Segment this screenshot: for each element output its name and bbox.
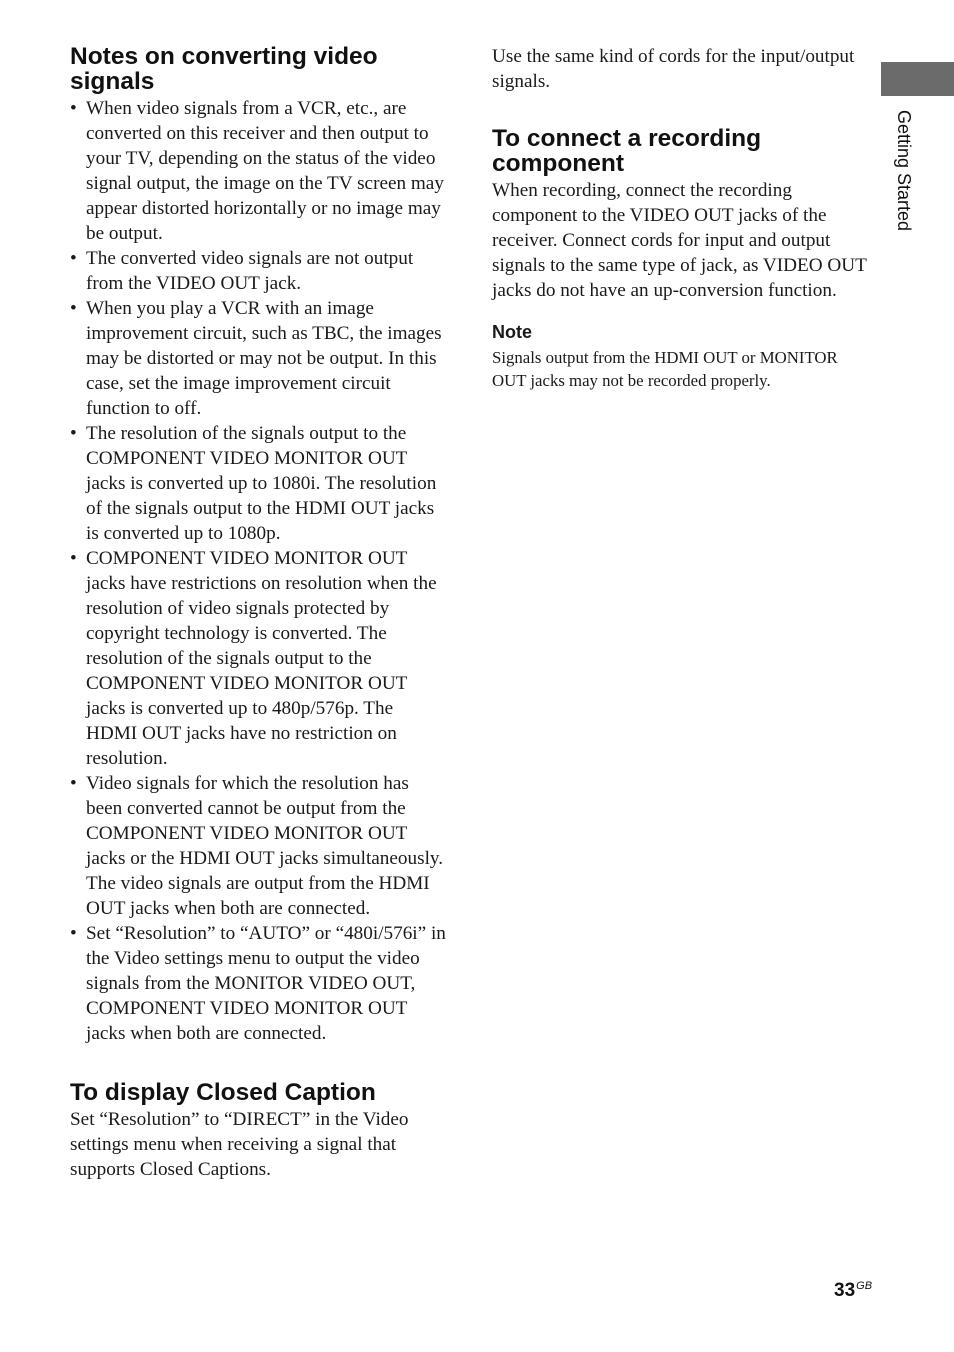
bullet-icon: • — [70, 548, 77, 569]
bullet-icon: • — [70, 923, 77, 944]
note-text: Signals output from the HDMI OUT or MONITOR OUT jacks may not be recorded properly. — [492, 348, 838, 390]
intro-text: Use the same kind of cords for the input/output signals. — [492, 46, 855, 92]
list-item: • When video signals from a VCR, etc., are converted on this receiver and then output to your TV, depending on the status of the video signal output, the image on the TV screen may appear distorted horizontally or no image may be output. — [70, 98, 444, 244]
left-column — [70, 44, 448, 1182]
section-heading-closed-caption: To display Closed Caption — [70, 1079, 376, 1106]
recording-component-text: When recording, connect the recording component to the VIDEO OUT jacks of the receiver. Connect cords for input and output signals to the same type of jack, as VIDEO OUT jacks do not have an up-conversion function. — [492, 180, 867, 301]
bullet-icon: • — [70, 773, 77, 794]
list-item: • Video signals for which the resolution has been converted cannot be output from the COMPONENT VIDEO MONITOR OUT jacks or the HDMI OUT jacks simultaneously. The video signals are output from the HDMI OUT jacks when both are connected. — [70, 773, 444, 919]
note-heading: Note — [492, 322, 532, 342]
notes-list — [70, 96, 448, 1046]
list-item: • The resolution of the signals output to the COMPONENT VIDEO MONITOR OUT jacks is converted up to 1080i. The resolution of the signals output to the HDMI OUT jacks is converted up to 1080p. — [70, 423, 437, 544]
list-item: • Set “Resolution” to “AUTO” or “480i/576i” in the Video settings menu to output the video signals from the MONITOR VIDEO OUT, COMPONENT VIDEO MONITOR OUT jacks when both are connected. — [70, 923, 446, 1044]
right-column — [492, 44, 870, 392]
list-item: • COMPONENT VIDEO MONITOR OUT jacks have restrictions on resolution when the resolution of video signals protected by copyright technology is converted. The resolution of the signals output to the COMPONENT VIDEO MONITOR OUT jacks is converted up to 480p/576p. The HDMI OUT jacks have no restriction on resolution. — [70, 548, 437, 769]
bullet-icon: • — [70, 98, 77, 119]
closed-caption-text: Set “Resolution” to “DIRECT” in the Video settings menu when receiving a signal that supports Closed Captions. — [70, 1109, 409, 1180]
bullet-icon: • — [70, 423, 77, 444]
section-heading-recording-component: To connect a recording component — [492, 125, 762, 177]
bullet-icon: • — [70, 248, 77, 269]
page-suffix: GB — [856, 1280, 873, 1292]
page-number: $33^{GB}$ — [834, 1280, 873, 1301]
section-tab-marker — [881, 62, 954, 96]
side-section-label: Getting Started — [894, 110, 914, 232]
bullet-icon: • — [70, 298, 77, 319]
section-heading-converting-video: Notes on converting video signals — [70, 43, 378, 95]
list-item: • The converted video signals are not output from the VIDEO OUT jack. — [70, 248, 414, 294]
list-item: • When you play a VCR with an image improvement circuit, such as TBC, the images may be distorted or may not be output. In this case, set the image improvement circuit function to off. — [70, 298, 442, 419]
